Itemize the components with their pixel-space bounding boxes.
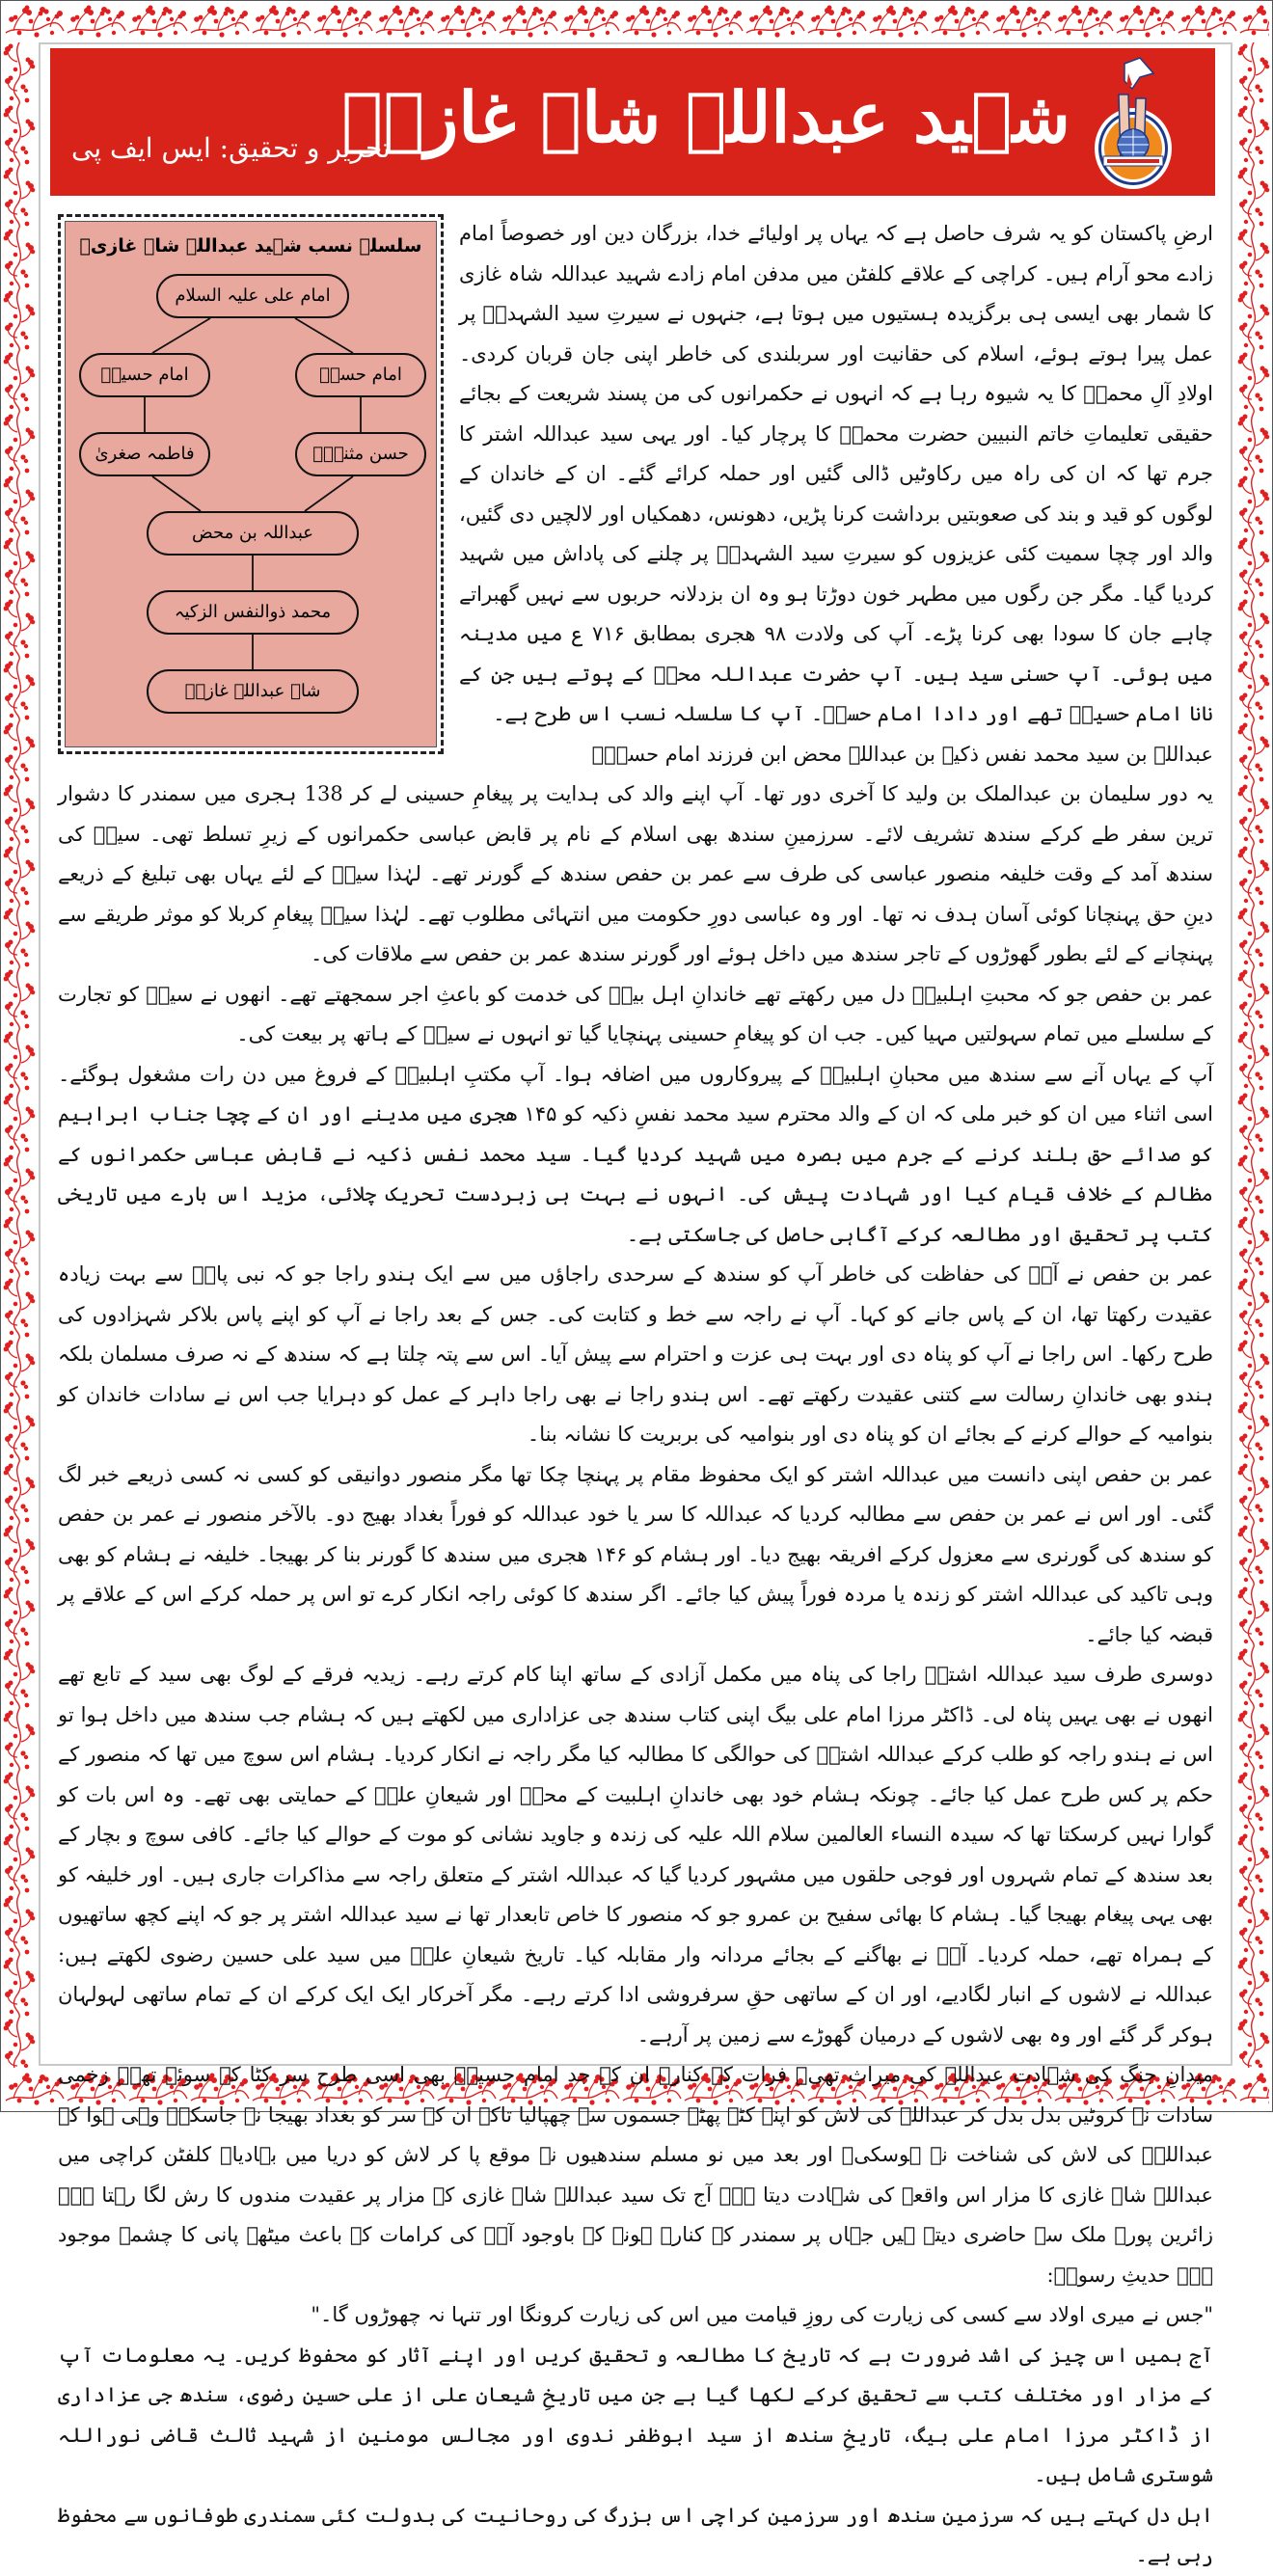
node-imam-hasan: امام حسنؑ [295,353,426,397]
paragraph-martyrdom: دوسری طرف سید عبداللہ اشترؒ راجا کی پناہ میں مکمل آزادی کے ساتھ اپنا کام کرتے رہے۔ زیدیہ فرقے کے لوگ بھی سید کے تابع تھے انھوں نے بھی یہیں پناہ لی۔ ڈاکٹر مرزا امام علی بیگ اپنی کتاب سندھ جی عزاداری میں لکھتے ہیں کہ ہشام جب سندھ میں داخل ہوا تو اس نے ہندو راجہ کو طلب کرکے عبداللہ اشترؒ کی حوالگی کا مطالبہ کیا مگر راجہ نے انکار کردیا۔ ہشام اس سوچ میں تھا کہ منصور کے حکم پر کس طرح عمل کیا جائے۔ چونکہ ہشام خود بھی خاندانِ اہلبیت کے محبؑ اور شیعانِ علیؑ کے حمایتی بھی تھے۔ وہ اس بات کو گوارا نہیں کرسکتا تھا کہ سیدہ النساء العالمین سلام اللہ علیہ کی زندہ و جاوید نشانی کو موت کے حوالے کیا جائے۔ کافی سوچ و بچار کے بعد سندھ کے تمام شہروں اور فوجی حلقوں میں مشہور کردیا گیا کہ عبداللہ اشتر کے متعلق راجہ سے مذاکرات جاری ہیں۔ اور خلیفہ کو بھی یہی پیغام بھیجا گیا۔ ہشام کا بھائی سفیح بن عمرو جو کہ منصور کا خاص تابعدار تھا نے سید عبداللہ اشتر پر جو کہ اپنے کچھ ساتھیوں کے ہمراہ تھے، حملہ کردیا۔ آپؒ نے بھاگنے کے بجائے مردانہ وار مقابلہ کیا۔ تاریخ شیعانِ علیؑ میں سید علی حسین رضوی لکھتے ہیں: عبداللہ نے لاشوں کے انبار لگادیے، اور ان کے ساتھی حقِ سرفروشی ادا کرتے رہے۔ مگر آخرکار ایک ایک کرکے ان کے تمام ساتھی لہولہان ہوکر گر گئے اور وہ بھی لاشوں کے درمیان گھوڑے سے زمین پر آرہے۔ [58,1663,1213,2047]
floral-border-top [4,4,1269,41]
paragraph-lineage: عبداللہ بن سید محمد نفس ذکیہ بن عبداللہ محض ابن فرزند امام حسنؑ۔ [591,742,1213,766]
genealogy-diagram [58,214,444,754]
hadith-quote: "جس نے میری اولاد سے کسی کی زیارت کی روزِ قیامت میں اس کی زیارت کرونگا اور تنہا نہ چھوڑوں گا۔" [311,2303,1213,2326]
title-banner [50,48,1215,196]
node-shah-abdullah-ghazi: شاہ عبداللہ غازیؒ [147,669,359,714]
article-body [58,214,1213,2576]
connector-root-hasan [295,318,353,353]
connector-musanna-abdullah [305,476,353,511]
node-muhammad-nafs-zakiya: محمد ذوالنفس الزکیہ [147,590,359,635]
connector-fatima-abdullah [152,476,201,511]
floral-pattern-right [1236,42,1271,2068]
floral-border-left [2,42,37,2068]
paragraph-sources: آج ہمیں اس چیز کی اشد ضرورت ہے کہ تاریخ کا مطالعہ و تحقیق کریں اور اپنے آثار کو محفوظ کریں۔ یہ معلومات آپ کے مزار اور مختلف کتب سے تحقیق کرکے لکھا گیا ہے جن میں تاریخِ شیعانِ علی از علی حسین رضوی، سندھ جی عزاداری از ڈاکٹر مرزا امام علی بیگ، تاریخِ سندھ از سید ابوظفر ندوی اور مجالس مومنین از شہید ثالث قاضی نوراللہ شوستری شامل ہیں۔ [58,2343,1213,2486]
logo-emblem-icon [1090,56,1177,191]
paragraph-conclusion: اہل دل کہتے ہیں کہ سرزمین سندھ اور سرزمین کراچی اس بزرگ کی روحانیت کی بدولت کئی سمندری طوفانوں سے محفوظ رہی ہے۔ [58,2503,1213,2566]
byline: تحریر و تحقیق: ایس ایف پی [71,132,391,164]
genealogy-panel [65,221,437,747]
paragraph-following: آپ کے یہاں آنے سے سندھ میں محبانِ اہلبیتؑ کے پیروکاروں میں اضافہ ہوا۔ آپ مکتبِ اہلبیتؑ کے فروغ میں دن رات مشغول ہوگئے۔ اسی اثناء میں ان کو خبر ملی کہ ان کے والد محترم سید محمد نفسِ ذکیہ کو ۱۴۵ ھجری میں مدینے اور ان کے چچا جناب ابراہیم کو صدائے حق بلند کرنے کے جرم میں بصرہ میں شہید کردیا گیا۔ سید محمد نفس ذکیہ نے قابض عباسی حکمرانوں کے مظالم کے خلاف قیام کیا اور شہادت پیش کی۔ انہوں نے بہت ہی زبردست تحریک چلائی، مزید اس بارے میں تاریخی کتب پر تحقیق اور مطالعہ کرکے آگاہی حاصل کی جاسکتی ہے۔ [58,1062,1213,1246]
paragraph-mansur-demand: عمر بن حفص اپنی دانست میں عبداللہ اشتر کو ایک محفوظ مقام پر پہنچا چکا تھا مگر منصور دوانیقی کو کسی نہ کسی ذریعے خبر لگ گئی۔ اور اس نے عمر بن حفص سے مطالبہ کردیا کہ عبداللہ کا سر یا خود عبداللہ کو فوراً بغداد بھیج دو۔ بالآخر منصور نے عمر بن حفص کو سندھ کی گورنری سے معزول کرکے افریقہ بھیج دیا۔ اور ہشام کو ۱۴۶ ھجری میں سندھ کا گورنر بنا کر بھیجا۔ خلیفہ نے ہشام کو بھی وہی تاکید کی عبداللہ اشتر کو زندہ یا مردہ فوراً پیش کیا جائے۔ اگر سندھ کا کوئی راجہ انکار کرے تو اس پر حملہ کرکے اس کے علاقے پر قبضہ کیا جائے۔ [58,1462,1213,1646]
page-title: شہید عبداللہ شاہ غازیؒ [341,76,1070,158]
node-abdullah-mahz: عبداللہ بن محض [147,511,359,556]
floral-pattern-top [4,4,1269,41]
paragraph-raja-refuge: عمر بن حفص نے آپؒ کی حفاظت کی خاطر آپ کو سندھ کے سرحدی راجاؤں میں سے ایک ہندو راجا جو کہ نبی پاکؐ سے بہت زیادہ عقیدت رکھتا تھا، ان کے پاس جانے کو کہا۔ آپ نے راجہ سے خط و کتابت کی۔ جس کے بعد راجا نے آپ کو اپنے پاس بلاکر شہزادوں کی طرح رکھا۔ اس راجا نے آپ کو پناہ دی اور بہت ہی عزت و احترام سے پیش آیا۔ اس سے پتہ چلتا ہے کہ سندھ کے نہ صرف مسلمان بلکہ ہندو بھی خاندانِ رسالت سے کتنی عقیدت رکھتے تھے۔ اس ہندو راجا نے بھی راجا داہر کے عمل کو دہرایا جب اس نے سادات خاندان کو بنوامیہ کے حوالے کرنے کے بجائے ان کو پناہ دی اور بنوامیہ کی بربریت کا نشانہ بنا۔ [58,1262,1213,1446]
paragraph-umar-bin-hafs: عمر بن حفص جو کہ محبتِ اہلبیتؑ دل میں رکھتے تھے خاندانِ اہل بیتؑ کی خدمت کو باعثِ اجر سمجھتے تھے۔ انھوں نے سیدؒ کو تجارت کے سلسلے میں تمام سہولتیں مہیا کیں۔ جب ان کو پیغامِ حسینی پہنچایا گیا تو انہوں نے سیدؒ کے ہاتھ پر بیعت کی۔ [58,982,1213,1045]
floral-pattern-left [2,42,37,2068]
paragraph-arrival: یہ دور سلیمان بن عبدالملک بن ولید کا آخری دور تھا۔ آپ اپنے والد کی ہدایت پر پیغامِ حسینی لے کر 138 ہجری میں سمندر کا دشوار ترین سفر طے کرکے سندھ تشریف لائے۔ سرزمینِ سندھ بھی اسلام کے نام پر قابض عباسی حکمرانوں کے زیرِ تسلط تھی۔ سیدؒ کی سندھ آمد کے وقت خلیفہ منصور عباسی کی طرف سے عمر بن حفص سندھ کے گورنر تھے۔ لہٰذا سیدؒ کے لئے یہاں بھی تبلیغ کے ذریعے دینِ حق پہنچانا کوئی آسان ہدف نہ تھا۔ اور وہ عباسی دورِ حکومت میں انتہائی مطلوب تھے۔ لہٰذا سیدؒ پیغامِ کربلا کو موثر طریقے سے پہنچانے کے لئے بطور گھوڑوں کے تاجر سندھ میں داخل ہوئے اور گورنر سندھ عمر بن حفص سے ملاقات کی۔ [58,782,1213,965]
node-imam-hussain: امام حسینؑ [79,353,210,397]
node-imam-ali: امام علی علیہ السلام [156,274,349,318]
genealogy-title: سلسلہ نسب شہید عبداللہ شاہ غازیؒ [79,235,422,257]
floral-border-right [1236,42,1271,2068]
node-hasan-musanna: حسن مثنیٰؑ [295,432,426,476]
organization-logo [1090,56,1177,191]
node-fatima-sughra: فاطمہ صغریٰ [79,432,210,476]
paragraph-shrine: میدانِ جنگ کی شہادت عبداللہ کی میراث تھی۔ فرات کے کنارے ان کے جد امام حسینؑ بھی اسی طرح سر کٹا کے سوئے تھے۔ زخمی سادات نے کروٹیں بدل بدل کر عبداللہ کی لاش کو اپنے کٹے پھٹے جسموں سے چھپالیا تاکہ ان کے سر کو بغداد بھیجا نہ جاسکے۔ وہی ہوا کہ عبداللہؒ کی لاش کی شناخت نہ ہوسکی۔ اور بعد میں نو مسلم سندھیوں نے موقع پا کر لاش کو دریا میں بہادیا۔ کلفٹن کراچی میں عبداللہ شاہ غازی کا مزار اس واقعہ کی شہادت دیتا ہے۔ آج تک سید عبداللہ شاہ غازی کے مزار پر عقیدت مندوں کا رش لگا رہتا ہے۔ زائرین پورے ملک سے حاضری دیتے ہیں جہاں پر سمندر کے کنارے ہونے کے باوجود آپؒ کی کرامات کے باعث میٹھے پانی کا چشمہ موجود ہے۔ حدیثِ رسولؐ: [58,2063,1213,2287]
paragraph-intro: ارضِ پاکستان کو یہ شرف حاصل ہے کہ یہاں پر اولیائے خدا، بزرگان دین اور خصوصاً امام زادے محو آرام ہیں۔ کراچی کے علاقے کلفٹن میں مدفن امام زادے شہید عبداللہ شاہ غازی کا شمار بھی ایسی ہی برگزیدہ ہستیوں میں ہوتا ہے، جنہوں نے سیرتِ سید الشہداؑ پر عمل پیرا ہوتے ہوئے، اسلام کی حقانیت اور سربلندی کی خاطر اپنی جان قربان کردی۔ اولادِ آلِ محمدؐ کا یہ شیوہ رہا ہے کہ انہوں نے حکمرانوں کی من پسند شریعت کے بجائے حقیقی تعلیماتِ خاتم النبیین حضرت محمدؐ کا پرچار کیا۔ اور یہی سید عبداللہ اشتر کا جرم تھا کہ ان کی راہ میں رکاوٹیں ڈالی گئیں اور حملہ کرائے گئے۔ ان کے خاندان کے لوگوں کو قید و بند کی صعوبتیں برداشت کرنا پڑیں، دھونس، دھمکیاں اور لالچیں دی گئیں، والد اور چچا سمیت کئی عزیزوں کو سیرتِ سید الشہداؑ پر چلنے کی پاداش میں شہید کردیا گیا۔ مگر جن رگوں میں مطہر خون دوڑتا ہو وہ ان بزدلانہ حربوں سے نہیں گھبراتے چاہے جان کا سودا بھی کرنا پڑے۔ آپ کی ولادت ۹۸ ھجری بمطابق ۷۱۶ ع میں مدینہ میں ہوئی۔ آپ حسنی سید ہیں۔ آپ حضرت عبداللہ محضؒ کے پوتے ہیں جن کے نانا امام حسینؑ تھے اور دادا امام حسنؑ۔ آپ کا سلسلہ نسب اس طرح ہے۔ [459,222,1213,725]
connector-root-hussain [152,318,210,353]
